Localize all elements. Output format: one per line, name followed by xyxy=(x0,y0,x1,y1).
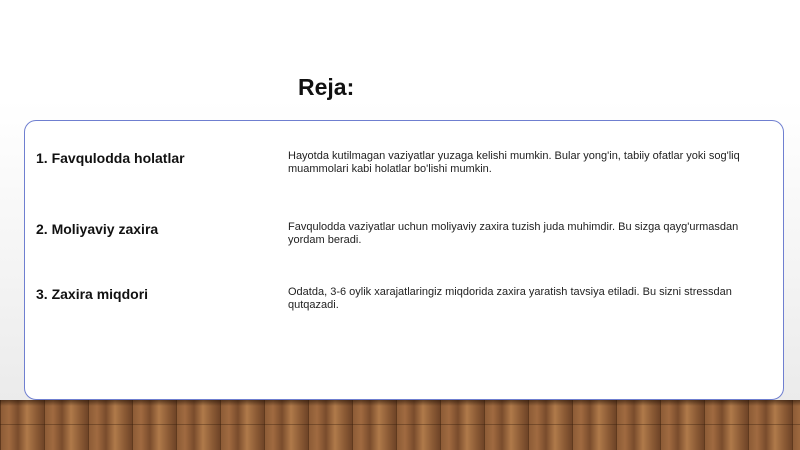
plan-item-text: Odatda, 3-6 oylik xarajatlaringiz miqdorida zaxira yaratish tavsiya etiladi. Bu sizni stressdan qutqazadi. xyxy=(288,286,732,311)
wooden-floor xyxy=(0,400,800,450)
content-card xyxy=(24,120,784,400)
plan-item-text: Hayotda kutilmagan vaziyatlar yuzaga kelishi mumkin. Bular yong'in, tabiiy ofatlar yoki sog'liq muammolari kabi holatlar bo'lishi mumkin. xyxy=(288,150,740,175)
plan-item-text: Favqulodda vaziyatlar uchun moliyaviy zaxira tuzish juda muhimdir. Bu sizga qayg'urmasdan yordam beradi. xyxy=(288,221,739,246)
plan-item-heading: 2. Moliyaviy zaxira xyxy=(36,221,159,237)
slide-title: Reja: xyxy=(298,74,355,100)
plan-item-heading: 3. Zaxira miqdori xyxy=(36,286,149,302)
plan-item-heading: 1. Favqulodda holatlar xyxy=(36,150,185,166)
